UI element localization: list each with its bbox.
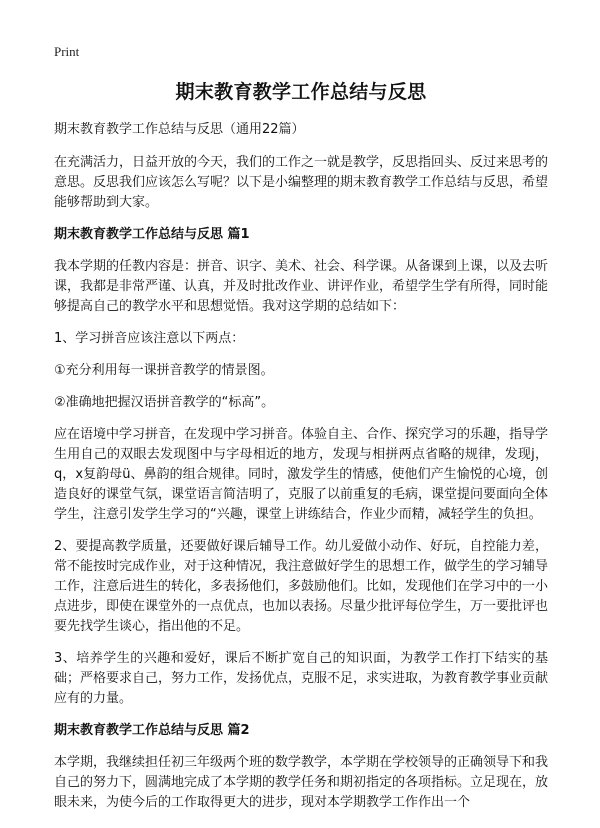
paragraph: ①充分利用每一课拼音教学的情景图。 (54, 363, 274, 378)
document (54, 80, 548, 825)
paragraph: 我本学期的任教内容是：拼音、识字、美术、社会、科学课。从备课到上课，以及去听课，我都是非常严谨、认真，并及时批改作业、讲评作业，希望学生学有所得，同时能够提高自己的教学水平和思想觉悟。我对这学期的总结如下： (54, 259, 549, 314)
paragraph: 应在语境中学习拼音，在发现中学习拼音。体验自主、合作、探究学习的乐趣，指导学生用自己的双眼去发现图中与字母相近的地方，发现与相拼两点省略的规律，发现j，q，x复韵母ü、鼻韵的组合规律。同时，激发学生的情感，使他们产生愉悦的心境，创造良好的课堂气氛，课堂语言简洁明了，克服了以前重复的毛病，课堂提问要面向全体学生，注意引发学生学习的“兴趣，课堂上讲练结合，作业少而精，减轻学生的负担。 (54, 427, 549, 522)
section-heading-2: 期末教育教学工作总结与反思 篇2 (54, 723, 250, 738)
paragraph: 本学期，我继续担任初三年级两个班的数学教学，本学期在学校领导的正确领导下和我自己的努力下，圆满地完成了本学期的教学任务和期初指定的各项指标。立足现在，放眼未来，为使今后的工作取得更大的进步，现对本学期教学工作作出一个 (54, 755, 549, 810)
page-title: 期末教育教学工作总结与反思 (175, 81, 427, 103)
paragraph: 2、要提高教学质量，还要做好课后辅导工作。幼儿爱做小动作、好玩，自控能力差，常不能按时完成作业，对于这种情况，我注意做好学生的思想工作，做学生的学习辅导工作，注意后进生的转化，多表扬他们，多鼓励他们。比如，发现他们在学习中的一小点进步，即使在课堂外的一点优点，也加以表扬。尽量少批评每位学生，万一要批评也要先找学生谈心，指出他的不足。 (54, 539, 549, 634)
paragraph: 3、培养学生的兴趣和爱好，课后不断扩宽自己的知识面，为教学工作打下结实的基础；严格要求自己，努力工作，发扬优点，克服不足，求实进取，为教育教学事业贡献应有的力量。 (54, 651, 549, 706)
paragraph: ②准确地把握汉语拼音教学的“标高”。 (54, 395, 275, 410)
intro-paragraph: 在充满活力，日益开放的今天，我们的工作之一就是教学，反思指回头、反过来思考的意思。反思我们应该怎么写呢？以下是小编整理的期末教育教学工作总结与反思，希望能够帮助到大家。 (54, 155, 549, 210)
section-heading-1: 期末教育教学工作总结与反思 篇1 (54, 227, 250, 242)
print-link[interactable]: Print (54, 44, 80, 59)
paragraph: 1、学习拼音应该注意以下两点： (54, 331, 245, 346)
document-subtitle: 期末教育教学工作总结与反思（通用22篇） (54, 122, 305, 137)
